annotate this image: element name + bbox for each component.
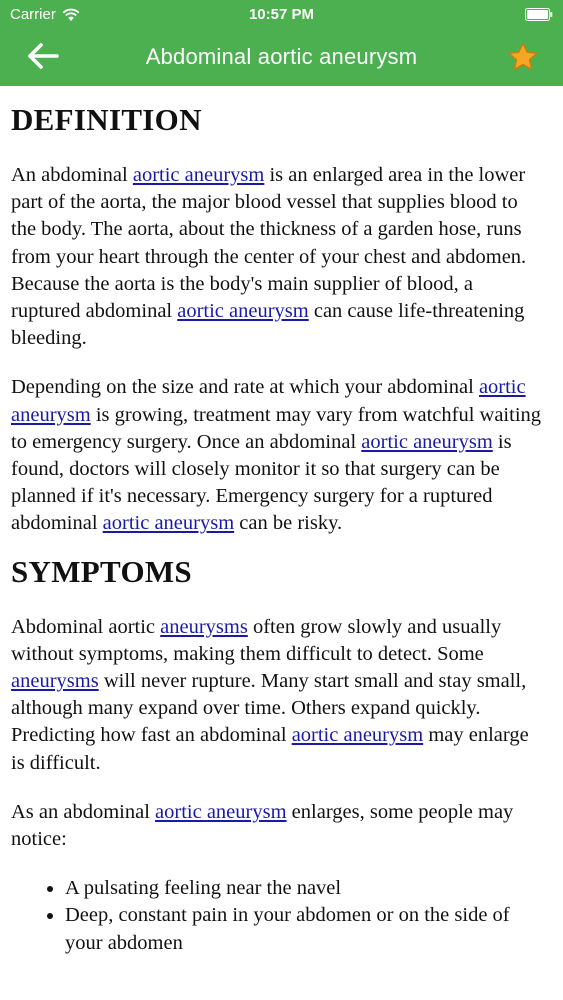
aneurysms-link[interactable]: aneurysms: [160, 615, 248, 638]
aortic-aneurysm-link[interactable]: aortic aneurysm: [11, 376, 526, 426]
list-item: • A pulsating feeling near the navel: [65, 875, 546, 902]
definition-paragraph-2: [11, 374, 546, 537]
text-run: is growing, treatment may vary from watchful waiting to emergency surgery. Once an abdominal: [11, 403, 542, 453]
text-run: enlarges, some people may notice:: [11, 800, 514, 851]
text-run: can be risky.: [234, 512, 343, 535]
aortic-aneurysm-link[interactable]: aortic aneurysm: [291, 724, 424, 747]
symptoms-list: [11, 875, 546, 957]
aortic-aneurysm-link[interactable]: aortic aneurysm: [177, 300, 309, 323]
definition-heading: DEFINITION: [11, 102, 202, 137]
star-icon: [507, 41, 539, 78]
aortic-aneurysm-link[interactable]: aortic aneurysm: [155, 800, 287, 823]
list-item: • Deep, constant pain in your abdomen or on the side of your abdomen: [65, 902, 546, 956]
definition-paragraph-1: [11, 162, 546, 352]
aortic-aneurysm-link[interactable]: aortic aneurysm: [361, 430, 493, 453]
aneurysms-link[interactable]: aneurysms: [11, 670, 99, 693]
text-run: will never rupture. Many start small and stay small, although many expand over time. Others expand quickly. Predicting how fast an abdominal: [11, 670, 527, 747]
aortic-aneurysm-link[interactable]: aortic aneurysm: [132, 164, 265, 186]
text-run: is found, doctors will closely monitor it so that surgery can be planned if it's necessary. Emergency surgery for a ruptured abdominal: [11, 430, 512, 535]
battery-icon: [525, 8, 553, 21]
text-run: Abdominal aortic: [11, 615, 161, 638]
text-run: is an enlarged area in the lower part of the aorta, the major blood vessel that supplies blood to the body. The aorta, about the thickness of a garden hose, runs from your heart through the center of your chest and abdomen. Because the aorta is the body's main supplier of blood, a ruptured abdominal: [11, 164, 527, 323]
text-run: Depending on the size and rate at which your abdominal: [11, 376, 479, 399]
carrier-label: Carrier: [10, 6, 56, 23]
text-run: may enlarge is difficult.: [11, 724, 529, 774]
status-bar: [0, 0, 563, 30]
nav-bar: [0, 30, 563, 86]
symptoms-paragraph-1: [11, 614, 546, 777]
symptoms-heading: SYMPTOMS: [11, 553, 192, 589]
top-bar: [0, 0, 563, 86]
symptoms-paragraph-2: [11, 799, 546, 853]
page-title: Abdominal aortic aneurysm: [145, 44, 418, 69]
text-run: can cause life-threatening bleeding.: [11, 300, 525, 350]
status-time: 10:57 PM: [248, 6, 315, 23]
aortic-aneurysm-link[interactable]: aortic aneurysm: [102, 512, 235, 535]
text-run: As an abdominal: [11, 800, 156, 823]
favorite-button[interactable]: [503, 39, 543, 79]
text-run: often grow slowly and usually without symptoms, making them difficult to detect. Some: [11, 615, 502, 665]
text-run: An abdominal: [11, 164, 133, 186]
article-content: [11, 86, 546, 957]
